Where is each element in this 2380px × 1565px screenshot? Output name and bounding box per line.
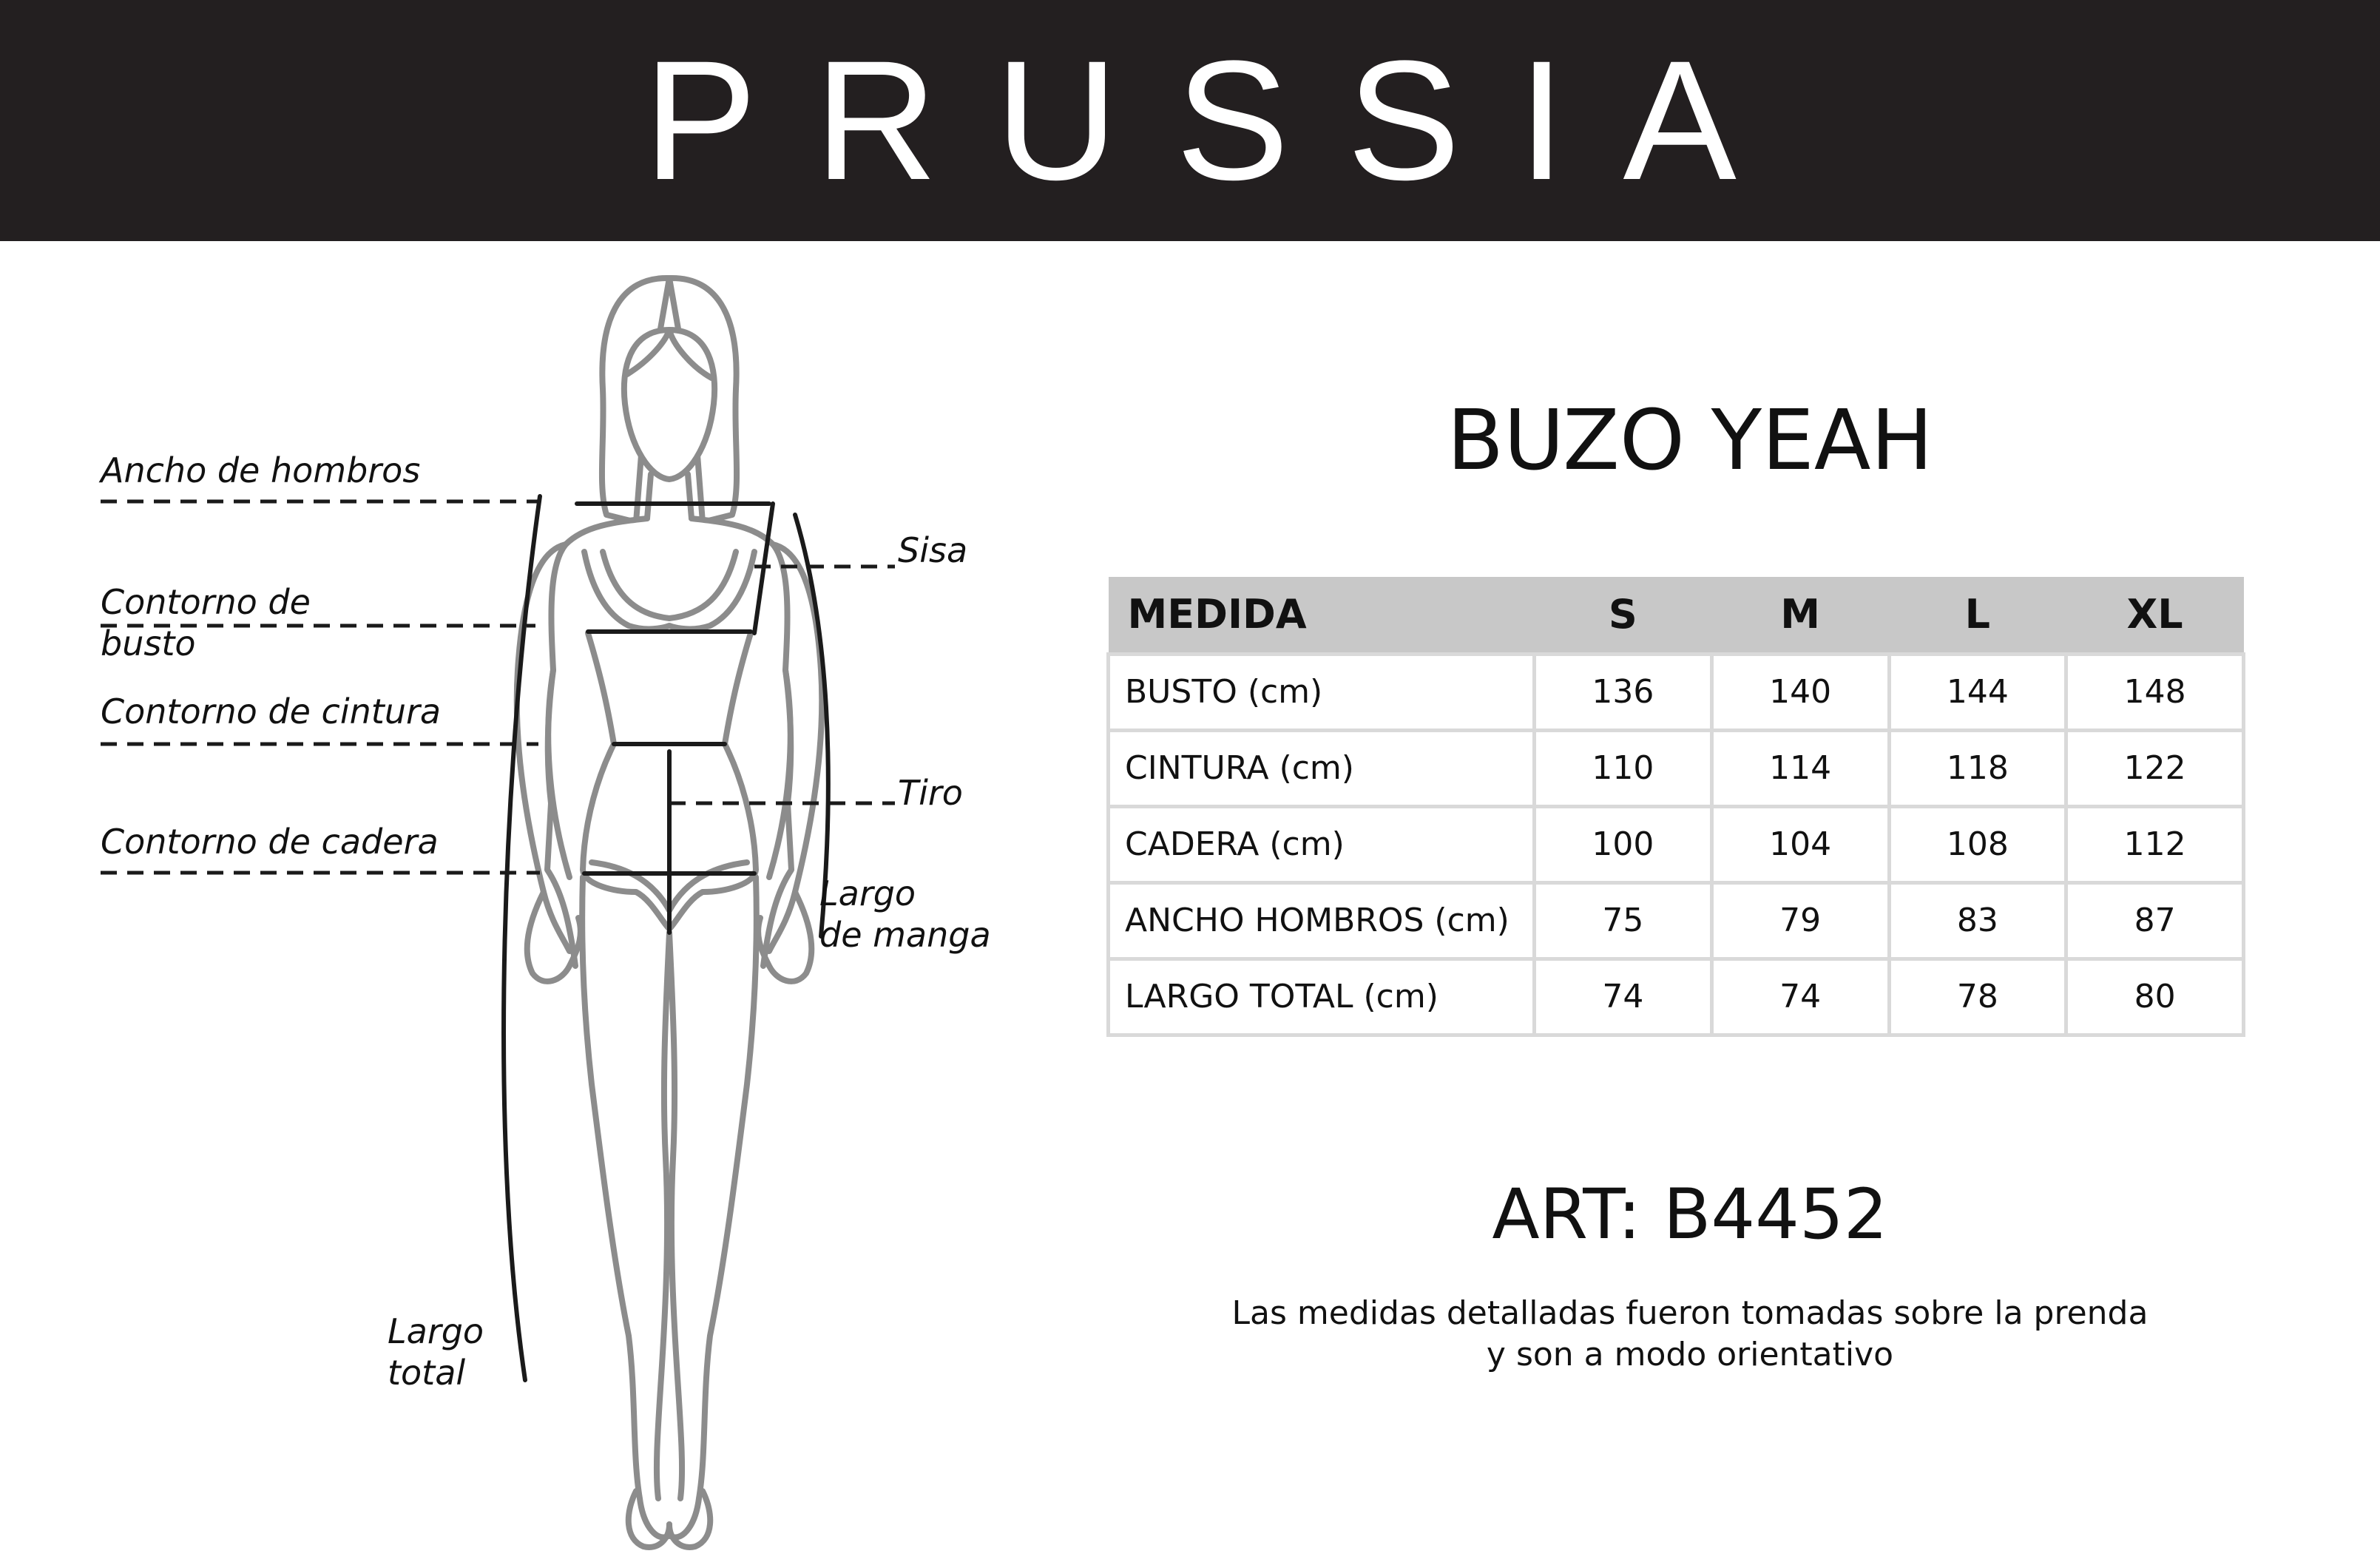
label-sleeve-length — [819, 873, 991, 956]
cell-value: 74 — [1535, 959, 1712, 1035]
table-row — [1109, 806, 2244, 882]
cell-value: 104 — [1711, 806, 1889, 882]
label-shoulder-width: Ancho de hombros — [101, 450, 421, 490]
note-line2: y son a modo orientativo — [1486, 1336, 1894, 1373]
cell-value: 74 — [1711, 959, 1889, 1035]
brand-header — [0, 0, 2380, 241]
table-row — [1109, 654, 2244, 730]
cell-value: 75 — [1535, 882, 1712, 959]
label-total-length — [388, 1311, 484, 1393]
cell-value: 148 — [2066, 654, 2244, 730]
label-armhole: Sisa — [898, 530, 968, 570]
label-bust-line2: busto — [101, 623, 196, 663]
cell-value: 136 — [1535, 654, 1712, 730]
label-waist: Contorno de cintura — [101, 692, 442, 731]
measurement-note — [1109, 1293, 2271, 1376]
label-bust-line1: Contorno de — [101, 582, 311, 622]
row-label: BUSTO (cm) — [1109, 654, 1535, 730]
table-row — [1109, 882, 2244, 959]
header-size-xl: XL — [2066, 577, 2244, 654]
table-row — [1109, 730, 2244, 806]
header-size-m: M — [1711, 577, 1889, 654]
size-chart-table — [1106, 577, 2245, 1037]
table-header-row — [1109, 577, 2244, 654]
cell-value: 78 — [1889, 959, 2066, 1035]
cell-value: 118 — [1889, 730, 2066, 806]
row-label: CINTURA (cm) — [1109, 730, 1535, 806]
header-size-l: L — [1889, 577, 2066, 654]
label-total-line2: total — [388, 1353, 466, 1393]
cell-value: 83 — [1889, 882, 2066, 959]
cell-value: 122 — [2066, 730, 2244, 806]
label-rise: Tiro — [898, 773, 963, 813]
product-title: BUZO YEAH — [1447, 393, 1933, 489]
brand-logo: PRUSSIA — [643, 25, 1794, 215]
cell-value: 80 — [2066, 959, 2244, 1035]
note-line1: Las medidas detalladas fueron tomadas sobre la prenda — [1231, 1294, 2149, 1332]
cell-value: 144 — [1889, 654, 2066, 730]
article-number: ART: B4452 — [1492, 1174, 1888, 1255]
measurement-figure — [0, 241, 1065, 1565]
cell-value: 79 — [1711, 882, 1889, 959]
row-label: LARGO TOTAL (cm) — [1109, 959, 1535, 1035]
label-bust — [101, 581, 311, 664]
cell-value: 108 — [1889, 806, 2066, 882]
label-sleeve-line2: de manga — [819, 915, 991, 955]
cell-value: 100 — [1535, 806, 1712, 882]
header-size-s: S — [1535, 577, 1712, 654]
cell-value: 114 — [1711, 730, 1889, 806]
cell-value: 87 — [2066, 882, 2244, 959]
cell-value: 112 — [2066, 806, 2244, 882]
label-sleeve-line1: Largo — [819, 873, 916, 913]
table-row — [1109, 959, 2244, 1035]
row-label: CADERA (cm) — [1109, 806, 1535, 882]
cell-value: 110 — [1535, 730, 1712, 806]
header-measure: MEDIDA — [1109, 577, 1535, 654]
label-hip: Contorno de cadera — [101, 822, 439, 862]
label-total-line1: Largo — [388, 1311, 484, 1351]
row-label: ANCHO HOMBROS (cm) — [1109, 882, 1535, 959]
cell-value: 140 — [1711, 654, 1889, 730]
